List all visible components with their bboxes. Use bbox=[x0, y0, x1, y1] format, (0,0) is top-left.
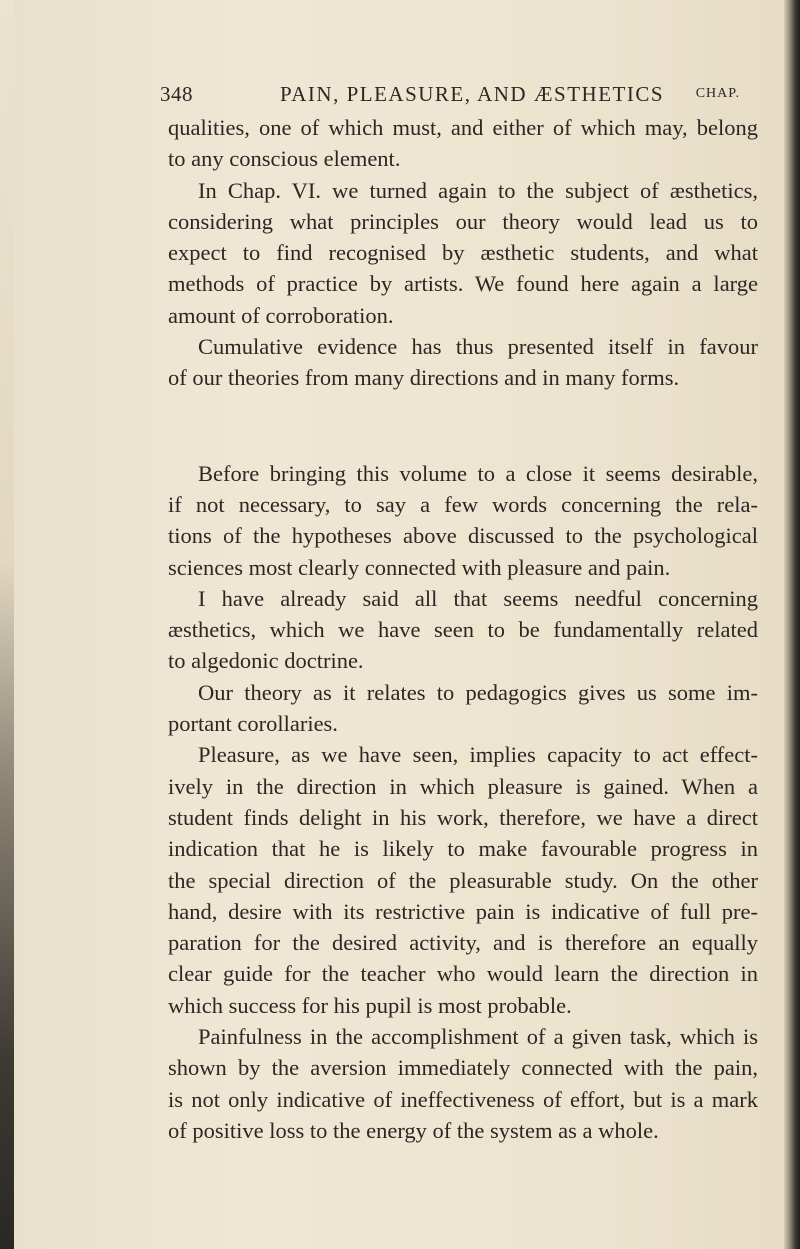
text-line: I have already said all that seems needful concerning bbox=[198, 585, 758, 611]
text-line: of our theories from many directions and in many forms. bbox=[168, 365, 680, 391]
page-edge-shadow bbox=[784, 0, 800, 1249]
running-head bbox=[160, 82, 740, 112]
text-line: student finds delight in his work, therefore, we have a direct bbox=[168, 804, 758, 830]
text-line: tions of the hypotheses above discussed to the psychological bbox=[168, 523, 758, 549]
text-line: Pleasure, as we have seen, implies capacity to act effect- bbox=[198, 742, 758, 768]
page-number: 348 bbox=[160, 82, 193, 106]
section-break bbox=[168, 394, 758, 458]
running-title: PAIN, PLEASURE, AND ÆSTHETICS bbox=[280, 82, 665, 106]
text-line: if not necessary, to say a few words concerning the rela- bbox=[168, 491, 758, 517]
text-line: sciences most clearly connected with pleasure and pain. bbox=[168, 554, 671, 580]
text-line: paration for the desired activity, and is therefore an equally bbox=[168, 930, 758, 956]
text-line: portant corollaries. bbox=[168, 711, 338, 737]
page-binding-shadow bbox=[0, 0, 14, 1249]
text-line: of positive loss to the energy of the system as a whole. bbox=[168, 1117, 659, 1143]
text-line: considering what principles our theory would lead us to bbox=[168, 208, 758, 234]
text-line: amount of corroboration. bbox=[168, 302, 394, 328]
text-line: to any conscious element. bbox=[168, 146, 401, 172]
text-line: qualities, one of which must, and either of which may, belong bbox=[168, 115, 758, 140]
text-line: is not only indicative of ineffectiveness of effort, but is a mark bbox=[168, 1086, 758, 1112]
chapter-label: CHAP. bbox=[695, 86, 740, 101]
text-line: methods of practice by artists. We found here again a large bbox=[168, 271, 758, 297]
text-line: indication that he is likely to make favourable progress in bbox=[168, 836, 758, 862]
text-line: Cumulative evidence has thus presented itself in favour bbox=[198, 334, 758, 360]
text-line: Before bringing this volume to a close it seems desirable, bbox=[198, 460, 758, 486]
text-line: shown by the aversion immediately connected with the pain, bbox=[168, 1055, 758, 1081]
text-line: which success for his pupil is most probable. bbox=[168, 992, 572, 1018]
body-text bbox=[168, 112, 758, 1146]
section-one bbox=[168, 112, 758, 394]
text-line: to algedonic doctrine. bbox=[168, 648, 364, 674]
text-line: ively in the direction in which pleasure is gained. When a bbox=[168, 773, 758, 799]
section-two bbox=[168, 458, 758, 1147]
text-line: Our theory as it relates to pedagogics gives us some im- bbox=[198, 679, 758, 705]
text-line: the special direction of the pleasurable study. On the other bbox=[168, 867, 758, 893]
text-line: hand, desire with its restrictive pain is indicative of full pre- bbox=[168, 898, 758, 924]
text-line: clear guide for the teacher who would learn the direction in bbox=[168, 961, 758, 987]
text-line: Painfulness in the accomplishment of a given task, which is bbox=[198, 1024, 758, 1050]
text-line: In Chap. VI. we turned again to the subject of æsthetics, bbox=[198, 177, 758, 203]
text-line: æsthetics, which we have seen to be fundamentally related bbox=[168, 617, 758, 643]
text-line: expect to find recognised by æsthetic students, and what bbox=[168, 240, 758, 266]
